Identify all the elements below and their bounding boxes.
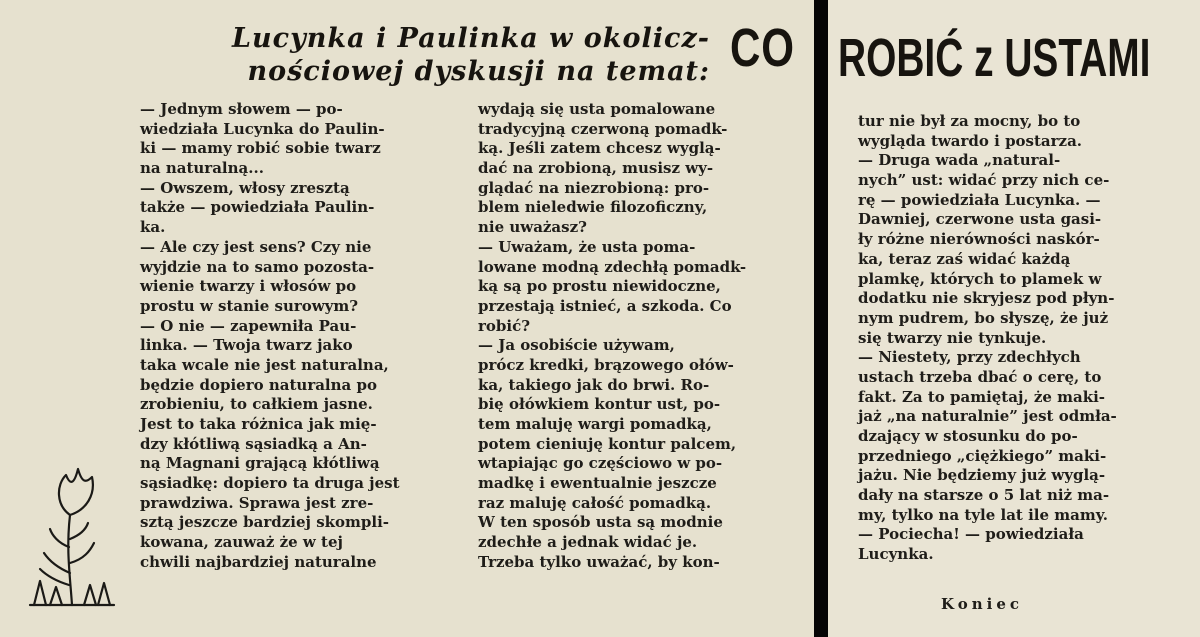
text-line: wydają się usta pomalowane [478,100,716,118]
text-line: ka, takiego jak do brwi. Ro- [478,375,710,394]
text-line: wienie twarzy i włosów po [140,277,357,296]
text-line: — Ale czy jest sens? Czy nie [140,237,372,256]
text-line: jaż „na naturalnie” jest odmła- [858,407,1117,426]
text-line: — Pociecha! — powiedziała [858,525,1084,544]
text-line: dać na zrobioną, musisz wy- [478,159,714,178]
text-line: dzający w stosunku do po- [858,427,1078,445]
text-line: ką są po prostu niewidoczne, [478,277,721,296]
text-line: sztą jeszcze bardziej skompli- [140,513,390,532]
text-line: będzie dopiero naturalna po [140,375,377,394]
text-line: madkę i ewentualnie jeszcze [478,474,717,493]
text-line: ka. [140,218,166,237]
text-line: ki — mamy robić sobie twarz [140,139,381,158]
text-line: dały na starsze o 5 lat niż ma- [858,486,1110,505]
text-line: tem maluję wargi pomadką, [478,415,712,433]
text-line: fakt. Za to pamiętaj, że maki- [858,387,1106,406]
text-line: prostu w stanie surowym? [140,296,359,315]
text-column-1 [140,100,460,573]
text-line: Lucynka. [858,545,934,564]
text-line: linka. — Twoja twarz jako [140,336,353,355]
text-line: na naturalną... [140,159,264,178]
text-line: wtapiając go częściowo w po- [478,454,723,473]
text-column-3 [858,112,1178,565]
text-line: także — powiedziała Paulin- [140,198,375,217]
text-line: — Ja osobiście używam, [478,336,675,355]
text-line: wygląda twardo i postarza. [858,131,1083,150]
text-line: — Uważam, że usta poma- [478,237,696,256]
text-line: glądać na niezrobioną: pro- [478,178,710,197]
text-line: tur nie był za mocny, bo to [858,112,1081,130]
text-line: Jest to taka różnica jak mię- [140,415,377,433]
text-line: raz maluję całość pomadką. [478,493,712,512]
text-line: kowana, zauważ że w tej [140,533,343,552]
text-column-2 [478,100,796,573]
text-line: Trzeba tylko uważać, by kon- [478,552,720,571]
text-line: ką. Jeśli zatem chcesz wyglą- [478,139,721,158]
text-line: — O nie — zapewniła Pau- [140,316,357,335]
text-line: rę — powiedziała Lucynka. — [858,190,1101,209]
text-line: przedniego „ciężkiego” maki- [858,446,1107,465]
text-line: — Jednym słowem — po- [140,100,343,118]
article-ending: Koniec [941,595,1023,613]
text-line: ną Magnani grającą kłótliwą [140,454,380,473]
text-line: zrobieniu, to całkiem jasne. [140,395,373,414]
text-line: — Owszem, włosy zresztą [140,178,350,197]
text-line: wiedziała Lucynka do Paulin- [140,119,385,138]
text-line: wyjdzie na to samo pozosta- [140,257,375,276]
text-line: się twarzy nie tynkuje. [858,328,1047,347]
text-line: my, tylko na tyle lat ile mamy. [858,505,1108,524]
text-line: blem nieledwie filozoficzny, [478,198,708,217]
headline-line-2: nościowej dyskusji na temat: [247,56,710,87]
text-line: nym pudrem, bo słyszę, że już [858,308,1109,327]
text-line: taka wcale nie jest naturalna, [140,355,389,374]
text-line: jażu. Nie będziemy już wyglą- [858,466,1106,485]
text-line: — Druga wada „natural- [858,151,1061,170]
text-line: Dawniej, czerwone usta gasi- [858,210,1102,229]
text-line: nych” ust: widać przy nich ce- [858,171,1110,190]
text-line: potem cieniuję kontur palcem, [478,434,737,453]
flower-in-pot-icon [26,455,116,615]
text-line: bię ołówkiem kontur ust, po- [478,395,721,414]
text-line: W ten sposób usta są modnie [478,513,723,532]
text-line: ka, teraz zaś widać każdą [858,249,1071,268]
page-gutter [814,0,828,637]
text-line: ustach trzeba dbać o cerę, to [858,367,1102,386]
text-line: — Niestety, przy zdechłych [858,348,1081,367]
title-part-2: ROBIĆ z USTAMI [838,28,1151,88]
text-line: dzy kłótliwą sąsiadką a An- [140,434,367,453]
text-line: chwili najbardziej naturalne [140,552,377,571]
text-line: przestają istnieć, a szkoda. Co [478,296,732,315]
right-page [828,0,1200,637]
text-line: plamkę, których to plamek w [858,269,1102,288]
text-line: zdechłe a jednak widać je. [478,533,698,552]
text-line: nie uważasz? [478,218,587,237]
text-line: robić? [478,316,531,335]
title-part-1: CO [730,18,795,78]
text-line: lowane modną zdechłą pomadk- [478,257,747,276]
text-line: sąsiadkę: dopiero ta druga jest [140,474,400,493]
text-line: tradycyjną czerwoną pomadk- [478,119,728,138]
headline-line-1: Lucynka i Paulinka w okolicz- [232,23,710,54]
text-line: ły różne nierówności naskór- [858,230,1100,249]
article-headline [150,22,710,88]
text-line: prawdziwa. Sprawa jest zre- [140,493,374,512]
text-line: dodatku nie skryjesz pod płyn- [858,289,1115,308]
text-line: prócz kredki, brązowego ołów- [478,355,734,374]
